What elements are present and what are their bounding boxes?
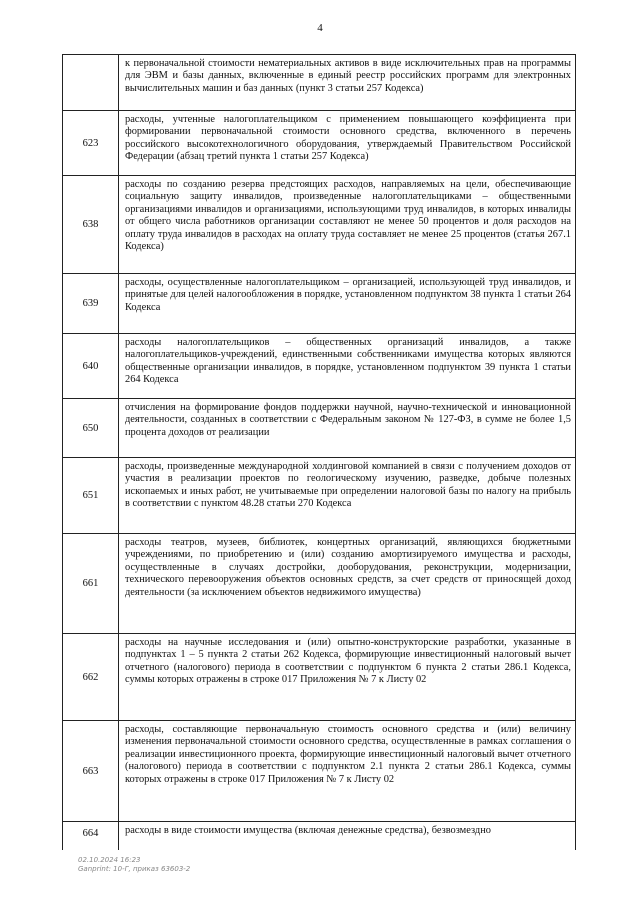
- footer-date: 02.10.2024 16:23: [78, 856, 141, 864]
- row-code: 661: [63, 534, 119, 633]
- table-row: [63, 111, 575, 176]
- table-row: [63, 55, 575, 111]
- page-number: 4: [317, 22, 323, 34]
- row-description: расходы театров, музеев, библиотек, концертных организаций, являющихся бюджетными учреждениями, по приобретению и (или) созданию амортизируемого имущества и расходы, осуществленные в случаях достройки, дооборудования, реконструкции, модернизации, технического перевооружения объектов основных средств, за счет средств от приносящей доход деятельности (за исключением объектов недвижимого имущества): [125, 537, 571, 598]
- row-code: 650: [63, 399, 119, 457]
- row-code: 639: [63, 274, 119, 333]
- row-code: 663: [63, 721, 119, 821]
- row-description: отчисления на формирование фондов поддержки научной, научно-технической и инновационной деятельности, созданных в соответствии с Федеральным законом № 127-ФЗ, в сумме не более 1,5 процента доходов от реализации: [125, 402, 571, 438]
- row-code: 623: [63, 111, 119, 175]
- row-description: расходы на научные исследования и (или) опытно-конструкторские разработки, указанные в подпунктах 1 – 5 пункта 2 статьи 262 Кодекса, формирующие инвестиционный налоговый вычет отчетного (налогового) периода в соответствии с подпунктом 6 пункта 2 статьи 286.1 Кодекса, суммы которых отражены в строке 017 Приложения № 7 к Листу 02: [125, 637, 571, 686]
- row-description: расходы, учтенные налогоплательщиком с применением повышающего коэффициента при формировании первоначальной стоимости основного средства, включенного в перечень российского высокотехнологичного оборудования, утверждаемый Правительством Российской Федерации (абзац третий пункта 1 статьи 257 Кодекса): [125, 114, 571, 163]
- row-code: 638: [63, 176, 119, 273]
- row-description: расходы по созданию резерва предстоящих расходов, направляемых на цели, обеспечивающие социальную защиту инвалидов, произведенные налогоплательщиками – общественными организациями инвалидов и организациями, использующими труд инвалидов, в которых инвалиды от общего числа работников организации составляют не менее 50 процентов и доля расходов на оплату труда инвалидов в расходах на оплату труда составляет не менее 25 процентов (статья 267.1 Кодекса): [125, 179, 571, 253]
- row-description: расходы, составляющие первоначальную стоимость основного средства и (или) величину изменения первоначальной стоимости основного средства, осуществленные в рамках соглашения о реализации инвестиционного проекта, формирующие инвестиционный налоговый вычет отчетного (налогового) периода в соответствии с подпунктом 2.1 пункта 2 статьи 286.1 Кодекса, суммы которых отражены в строке 017 Приложения № 7 к Листу 02: [125, 724, 571, 785]
- table-row: [63, 399, 575, 458]
- table-row: [63, 822, 575, 850]
- row-description: к первоначальной стоимости нематериальных активов в виде исключительных прав на программы для ЭВМ и базы данных, включенные в единый реестр российских программ для электронных вычислительных машин и баз данных (пункт 3 статьи 257 Кодекса): [125, 58, 571, 94]
- row-code: [63, 55, 119, 110]
- row-description: расходы налогоплательщиков – общественных организаций инвалидов, а также налогоплательщиков-учреждений, единственными собственниками имущества которых являются общественные организации инвалидов, в порядке, установленном подпунктом 39 пункта 1 статьи 264 Кодекса: [125, 337, 571, 386]
- table-row: [63, 634, 575, 721]
- row-code: 640: [63, 334, 119, 398]
- row-code: 651: [63, 458, 119, 533]
- table-row: [63, 176, 575, 274]
- table-row: [63, 274, 575, 334]
- codes-table: [62, 54, 576, 850]
- row-description: расходы, осуществленные налогоплательщиком – организацией, использующей труд инвалидов, и принятые для целей налогообложения в порядке, установленном подпунктом 38 пункта 1 статьи 264 Кодекса: [125, 277, 571, 313]
- row-code: 664: [63, 822, 119, 850]
- footer-stamp: [78, 856, 190, 874]
- table-row: [63, 458, 575, 534]
- footer-print-info: Ganprint: 10-Г, приказ 63603-2: [78, 865, 191, 873]
- row-description: расходы в виде стоимости имущества (включая денежные средства), безвозмездно: [125, 825, 491, 836]
- table-row: [63, 534, 575, 634]
- row-code: 662: [63, 634, 119, 720]
- table-row: [63, 334, 575, 399]
- table-row: [63, 721, 575, 822]
- row-description: расходы, произведенные международной холдинговой компанией в связи с получением доходов от участия в реализации проектов по геологическому изучению, разведке, добыче полезных ископаемых и иных работ, не учитываемые при определении налоговой базы по налогу на прибыль в соответствии с пунктом 48.28 статьи 270 Кодекса: [125, 461, 571, 510]
